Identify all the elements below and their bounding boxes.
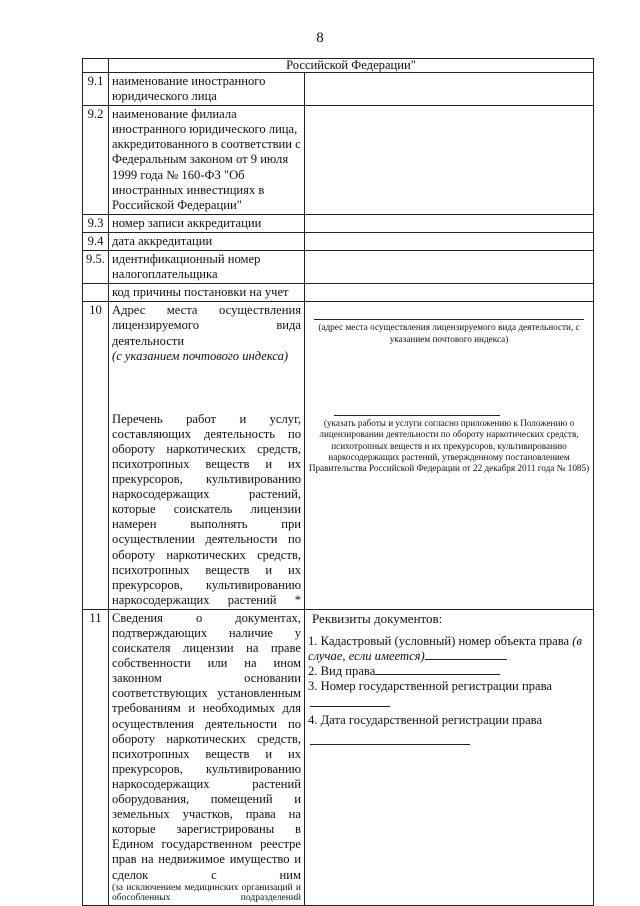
row10-value-cell — [305, 302, 594, 610]
row-number: 9.2 — [83, 106, 109, 215]
row-value-field[interactable] — [305, 284, 594, 302]
address-input-line[interactable] — [314, 307, 584, 320]
table-row — [83, 106, 594, 215]
row11-value-cell — [305, 609, 594, 905]
row-number: 9.5. — [83, 251, 109, 284]
requisites-title: Реквизиты документов: — [312, 610, 443, 626]
table-row — [83, 73, 594, 106]
row-number: 9.1 — [83, 73, 109, 106]
address-label-postal-note: (с указанием почтового индекса) — [112, 348, 289, 363]
requisite-cadastral-number: 1. Кадастровый (условный) номер объекта права (в случае, если имеется) — [308, 634, 582, 663]
row-label: идентификационный номер налогоплательщика — [109, 251, 305, 284]
table-row-11 — [83, 609, 594, 905]
requisite-right-type: 2. Вид права — [308, 664, 590, 679]
address-input-note: (адрес места осуществления лицензируемого вида деятельности, с указанием почтового индекса) — [318, 322, 580, 344]
works-input-note: (указать работы и услуги согласно приложению к Положению о лицензировании деятельности по обороту наркотических средств, психотропных веществ и их прекурсоров, культивированию наркосодержащих растений, утвержденному постановлением Правительства Российской Федерации от 22 декабря 2011 года № 1085) — [308, 417, 590, 474]
row-value-field[interactable] — [305, 214, 594, 232]
row-number: 9.4 — [83, 232, 109, 250]
table-row — [83, 284, 594, 302]
row-number: 9.3 — [83, 214, 109, 232]
documents-label-exception: (за исключением медицинских организаций и обособленных подразделений — [112, 882, 301, 904]
right-type-field[interactable] — [375, 674, 500, 675]
table-row — [83, 232, 594, 250]
header-num-cell — [83, 59, 109, 73]
row11-label-cell — [109, 609, 305, 905]
requisite-registration-number: 3. Номер государственной регистрации права — [308, 679, 552, 693]
row-number — [83, 284, 109, 302]
row-label: дата аккредитации — [109, 232, 305, 250]
row-number: 11 — [83, 609, 109, 905]
table-row — [83, 251, 594, 284]
header-continuation-text: Российской Федерации" — [109, 59, 594, 73]
address-label: Адрес места осуществления лицензируемого вида деятельности — [112, 303, 301, 348]
row-value-field[interactable] — [305, 232, 594, 250]
row-label: наименование филиала иностранного юридического лица, аккредитованного в соответствии с Федеральным законом от 9 июля 1999 года № 160-ФЗ "Об иностранных инвестициях в Российской Федерации" — [109, 106, 305, 215]
page-number: 8 — [316, 30, 324, 46]
documents-label: Сведения о документах, подтверждающих наличие у соискателя лицензии на праве собственности или на ином законном основании соответствующих установленным требованиям и необходимых для осуществления деятельности по обороту наркотических средств, психотропных веществ и их прекурсоров, культивированию наркосодержащих растений оборудования, помещений и земельных участков, права на которые зарегистрированы в Едином государственном реестре прав на недвижимое имущество и сделок с ним — [112, 610, 301, 882]
row-label: номер записи аккредитации — [109, 214, 305, 232]
works-list-label: Перечень работ и услуг, составляющих деятельность по обороту наркотических средств, психотропных веществ и их прекурсоров, культивированию наркосодержащих растений, которые соискатель лицензии намерен выполнять при осуществлении деятельности по обороту наркотических средств, психотропных веществ и их прекурсоров, культивированию наркосодержащих растений * — [112, 411, 301, 607]
requisite-registration-date: 4. Дата государственной регистрации права — [308, 713, 543, 727]
row-value-field[interactable] — [305, 106, 594, 215]
registration-number-field[interactable] — [310, 696, 390, 707]
table-row-10 — [83, 302, 594, 610]
registration-date-field[interactable] — [310, 734, 470, 745]
row-value-field[interactable] — [305, 73, 594, 106]
license-application-table — [82, 58, 594, 906]
row10-label-cell — [109, 302, 305, 610]
row-number: 10 — [83, 302, 109, 610]
row-label: код причины постановки на учет — [109, 284, 305, 302]
works-input-line[interactable] — [334, 403, 500, 416]
cadastral-number-field[interactable] — [425, 659, 507, 660]
table-row — [83, 214, 594, 232]
table-row-header — [83, 59, 594, 73]
row-value-field[interactable] — [305, 251, 594, 284]
row-label: наименование иностранного юридического лица — [109, 73, 305, 106]
